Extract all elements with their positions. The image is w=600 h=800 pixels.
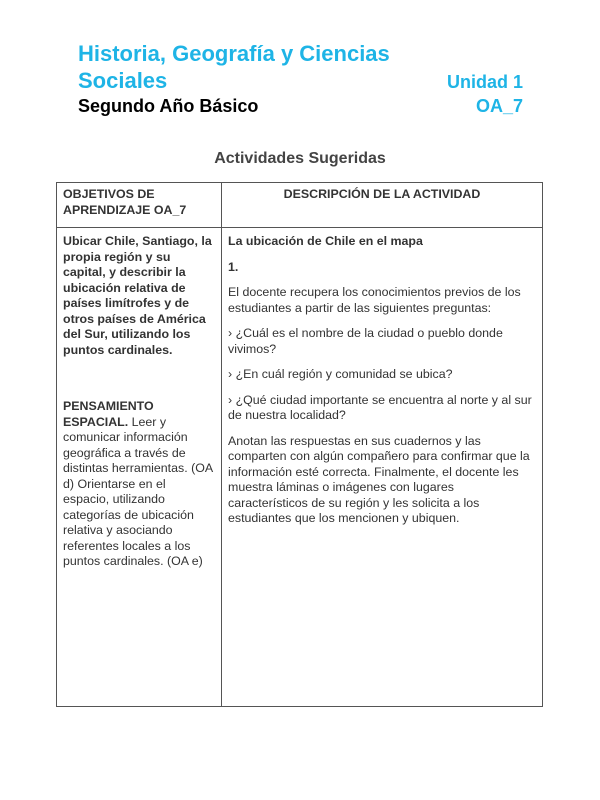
- subject-title-line1: Historia, Geografía y Ciencias: [78, 41, 390, 66]
- description-cell: [222, 228, 543, 707]
- section-title: Actividades Sugeridas: [214, 150, 386, 167]
- question-item: › ¿En cuál región y comunidad se ubica?: [228, 367, 453, 381]
- activity-title: La ubicación de Chile en el mapa: [228, 234, 423, 248]
- table-body-row: [57, 228, 543, 707]
- document-header: [78, 40, 523, 117]
- paragraph: Anotan las respuestas en sus cuadernos y las comparten con algún compañero para confirmar que la información esté correcta. Finalmente, el docente les muestra láminas o imágenes con lugares característicos de su región y les solicita a los estudiantes que los mencionen y ubiquen.: [228, 433, 530, 525]
- pensamiento-text: Leer y comunicar información geográfica a través de distintas herramientas. (OA d) Orientarse en el espacio, utilizando categorías de ubicación relativa y asociando referentes locales a los puntos cardinales. (OA e): [63, 414, 213, 568]
- pensamiento-espacial: [63, 399, 215, 570]
- objectives-cell: [57, 228, 222, 707]
- header-description: DESCRIPCIÓN DE LA ACTIVIDAD: [222, 183, 543, 228]
- grade-label: Segundo Año Básico: [78, 96, 259, 116]
- paragraph: El docente recupera los conocimientos previos de los estudiantes a partir de las siguientes preguntas:: [228, 285, 521, 315]
- grade-row: [78, 96, 523, 117]
- header-objectives: OBJETIVOS DE APRENDIZAJE OA_7: [57, 183, 222, 228]
- table-header-row: [57, 183, 543, 228]
- question-item: › ¿Qué ciudad importante se encuentra al norte y al sur de nuestra localidad?: [228, 392, 532, 422]
- unit-label: Unidad 1: [446, 72, 523, 92]
- learning-objective: Ubicar Chile, Santiago, la propia región y su capital, y describir la ubicación relativa de países limítrofes y de otros países de América del Sur, utilizando los puntos cardinales.: [63, 234, 212, 357]
- oa-code: OA_7: [475, 96, 523, 116]
- pensamiento-label: PENSAMIENTO ESPACIAL.: [63, 399, 154, 429]
- step-number: 1.: [228, 259, 239, 274]
- activities-table: [56, 182, 543, 707]
- title-row: [78, 67, 523, 94]
- subject-title-line2: Sociales: [78, 68, 168, 93]
- question-item: › ¿Cuál es el nombre de la ciudad o pueblo donde vivimos?: [228, 326, 503, 356]
